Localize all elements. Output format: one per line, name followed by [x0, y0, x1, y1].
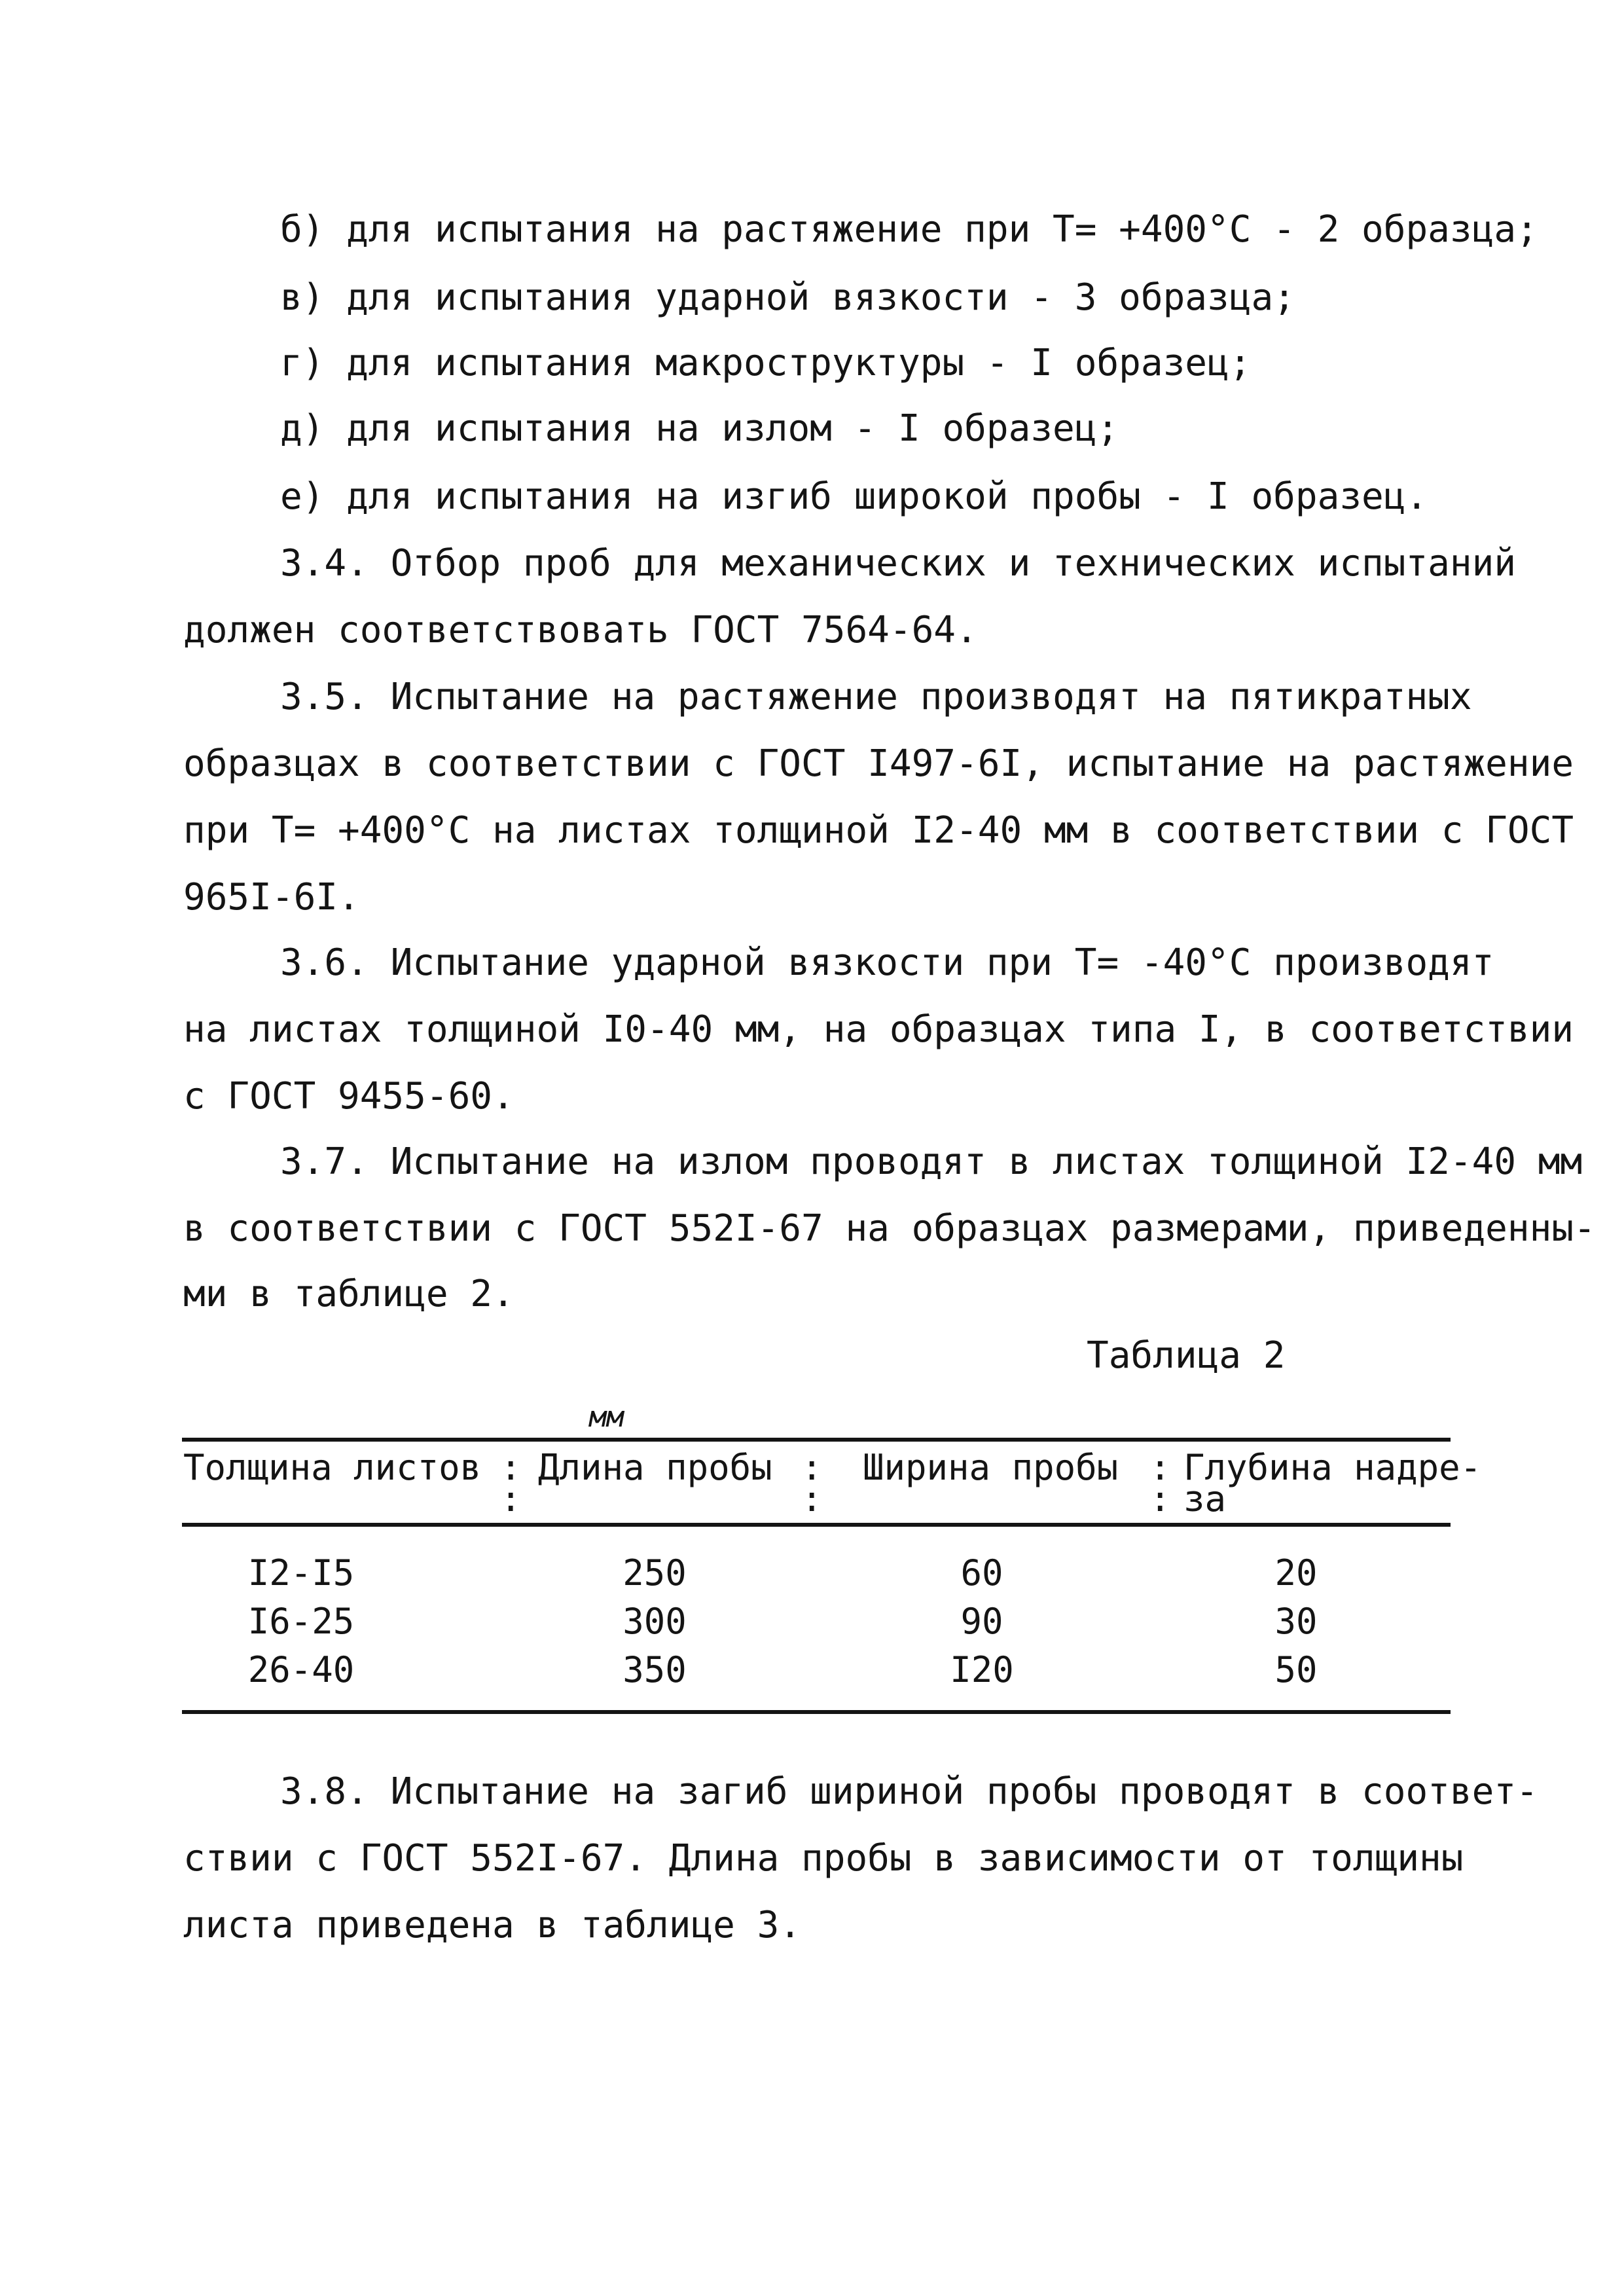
paragraph-3-8-line-3: листа приведена в таблице 3. [183, 1904, 802, 1946]
list-item-b: б) для испытания на растяжение при Т= +400°С - 2 образца; [280, 208, 1538, 251]
table-cell: 350 [623, 1649, 687, 1690]
table-cell: 30 [1274, 1601, 1318, 1642]
table-cell: 60 [960, 1552, 1003, 1594]
paragraph-3-4-line-2: должен соответствовать ГОСТ 7564-64. [183, 609, 978, 651]
header-width: Ширина пробы [863, 1447, 1119, 1488]
table-header-rule [182, 1523, 1451, 1527]
header-separator: : [801, 1478, 823, 1520]
table-cell: 300 [623, 1601, 687, 1642]
header-separator: : [1149, 1478, 1171, 1520]
table-cell: I6-25 [247, 1601, 355, 1642]
paragraph-3-8-line-1: 3.8. Испытание на загиб шириной пробы проводят в соответ- [280, 1770, 1538, 1813]
list-item-v: в) для испытания ударной вязкости - 3 образца; [280, 276, 1295, 319]
paragraph-3-7-line-3: ми в таблице 2. [183, 1273, 514, 1315]
header-separator: : [801, 1447, 823, 1488]
table-cell: 50 [1274, 1649, 1318, 1690]
paragraph-3-7-line-1: 3.7. Испытание на излом проводят в листах толщиной I2-40 мм [280, 1140, 1583, 1183]
table-caption: Таблица 2 [1087, 1334, 1286, 1377]
paragraph-3-4-line-1: 3.4. Отбор проб для механических и технических испытаний [280, 542, 1517, 585]
table-cell: 26-40 [247, 1649, 355, 1690]
list-item-d: д) для испытания на излом - I образец; [280, 407, 1119, 450]
paragraph-3-8-line-2: ствии с ГОСТ 552I-67. Длина пробы в зависимости от толщины [183, 1837, 1464, 1880]
header-thickness: Толщина листов [183, 1447, 482, 1488]
table-cell: I20 [950, 1649, 1014, 1690]
header-separator: : [500, 1478, 522, 1520]
table-bottom-rule [182, 1710, 1451, 1714]
header-length: Длина пробы [538, 1447, 772, 1488]
paragraph-3-5-line-3: при Т= +400°С на листах толщиной I2-40 мм в соответствии с ГОСТ [183, 809, 1574, 852]
table-cell: 20 [1274, 1552, 1318, 1594]
paragraph-3-6-line-2: на листах толщиной I0-40 мм, на образцах типа I, в соответствии [183, 1008, 1574, 1051]
table-units: мм [589, 1400, 624, 1434]
paragraph-3-6-line-3: с ГОСТ 9455-60. [183, 1075, 514, 1118]
paragraph-3-5-line-1: 3.5. Испытание на растяжение производят на пятикратных [280, 676, 1472, 718]
header-notch-depth-line-1: Глубина надре- [1183, 1447, 1482, 1488]
paragraph-3-5-line-2: образцах в соответствии с ГОСТ I497-6I, испытание на растяжение [183, 742, 1574, 785]
list-item-g: г) для испытания макроструктуры - I образец; [280, 342, 1252, 384]
table-cell: I2-I5 [247, 1552, 355, 1594]
header-notch-depth-line-2: за [1183, 1478, 1227, 1520]
paragraph-3-5-line-4: 965I-6I. [183, 876, 360, 919]
table-cell: 90 [960, 1601, 1003, 1642]
paragraph-3-7-line-2: в соответствии с ГОСТ 552I-67 на образцах размерами, приведенны- [183, 1207, 1596, 1250]
header-separator: : [1149, 1447, 1171, 1488]
table-top-rule [182, 1438, 1451, 1442]
list-item-e: е) для испытания на изгиб широкой пробы - I образец. [280, 475, 1428, 518]
table-cell: 250 [623, 1552, 687, 1594]
header-separator: : [500, 1447, 522, 1488]
paragraph-3-6-line-1: 3.6. Испытание ударной вязкости при Т= -40°С производят [280, 941, 1494, 984]
